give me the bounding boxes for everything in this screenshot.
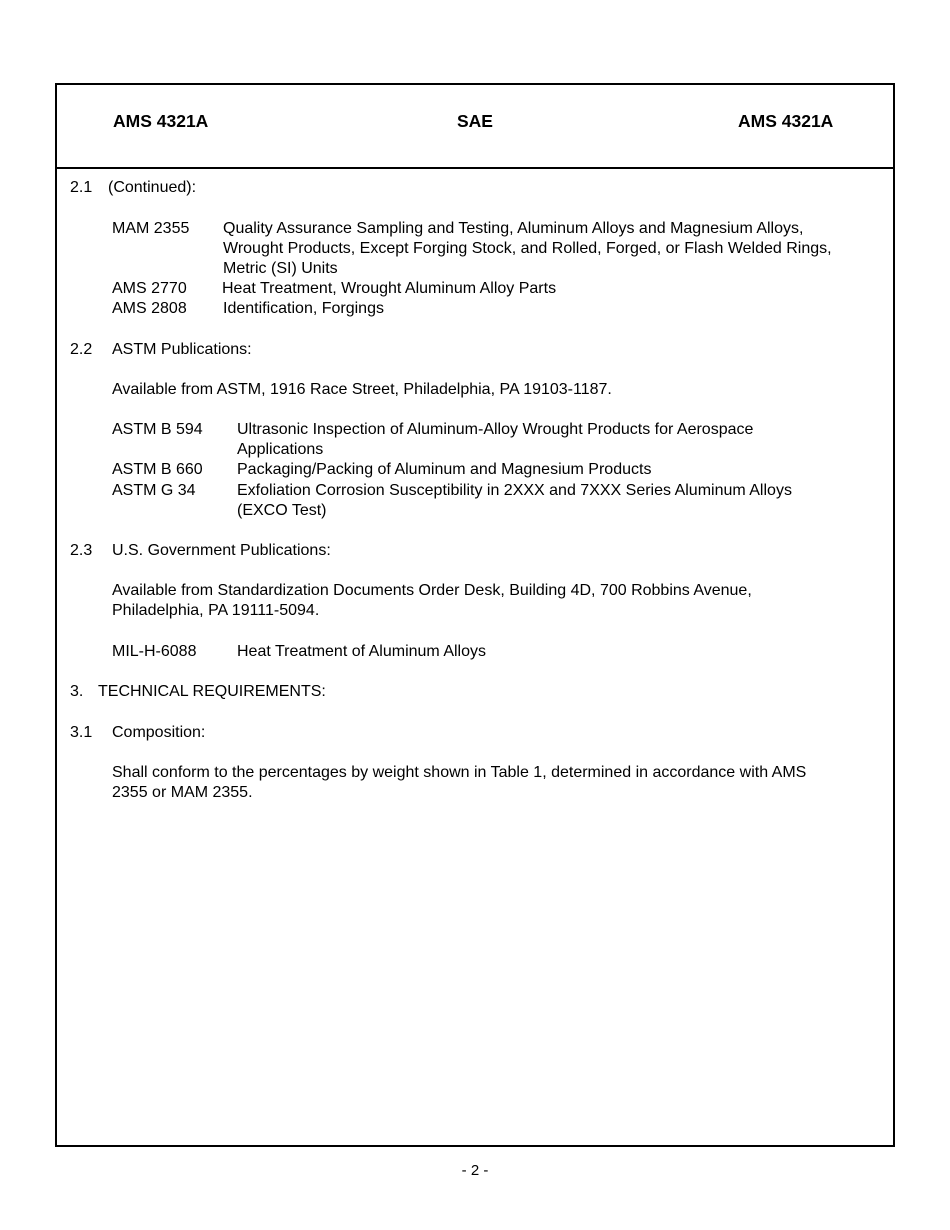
ref-title-line: Wrought Products, Except Forging Stock, and Rolled, Forged, or Flash Welded Rings,: [223, 240, 832, 257]
section-3-1-title: Composition:: [112, 724, 206, 741]
ref-title-line: Exfoliation Corrosion Susceptibility in 2XXX and 7XXX Series Aluminum Alloys: [237, 482, 792, 499]
ref-title-line: Metric (SI) Units: [223, 260, 338, 277]
ref-code: ASTM B 660: [112, 461, 203, 478]
section-3-number: 3.: [70, 683, 84, 700]
ref-title-line: Identification, Forgings: [223, 300, 384, 317]
section-2-1-number: 2.1: [70, 179, 93, 196]
section-3-1-text-line: 2355 or MAM 2355.: [112, 784, 253, 801]
ref-title-line: Packaging/Packing of Aluminum and Magnesium Products: [237, 461, 652, 478]
section-2-2-availability: Available from ASTM, 1916 Race Street, Philadelphia, PA 19103-1187.: [112, 381, 612, 398]
section-2-3-title: U.S. Government Publications:: [112, 542, 331, 559]
ref-code: MIL-H-6088: [112, 643, 197, 660]
header-org: SAE: [457, 111, 493, 131]
section-2-3-number: 2.3: [70, 542, 93, 559]
ref-title-line: Heat Treatment, Wrought Aluminum Alloy Parts: [222, 280, 557, 297]
ref-code: ASTM G 34: [112, 482, 196, 499]
page-header: [57, 85, 893, 169]
ref-title-line: Quality Assurance Sampling and Testing, Aluminum Alloys and Magnesium Alloys,: [223, 220, 804, 237]
section-2-2-number: 2.2: [70, 341, 93, 358]
page-number: - 2 -: [461, 1162, 489, 1179]
ref-code: ASTM B 594: [112, 421, 203, 438]
section-2-2-title: ASTM Publications:: [112, 341, 252, 358]
ref-title-line: (EXCO Test): [237, 502, 327, 519]
section-2-3-availability-line: Available from Standardization Documents Order Desk, Building 4D, 700 Robbins Avenue,: [112, 582, 752, 599]
ref-code: AMS 2808: [112, 300, 187, 317]
section-3-1-number: 3.1: [70, 724, 93, 741]
section-2-1-title: (Continued):: [108, 179, 197, 196]
ref-title-line: Ultrasonic Inspection of Aluminum-Alloy Wrought Products for Aerospace: [237, 421, 754, 438]
section-3-title: TECHNICAL REQUIREMENTS:: [98, 683, 326, 700]
ref-code: AMS 2770: [112, 280, 187, 297]
section-3-1-text-line: Shall conform to the percentages by weight shown in Table 1, determined in accordance with AMS: [112, 764, 807, 781]
ref-title-line: Applications: [237, 441, 324, 458]
ref-title-line: Heat Treatment of Aluminum Alloys: [237, 643, 486, 660]
header-doc-number-left: AMS 4321A: [113, 111, 209, 131]
section-2-3-availability-line: Philadelphia, PA 19111-5094.: [112, 602, 320, 619]
header-doc-number-right: AMS 4321A: [738, 111, 834, 131]
ref-code: MAM 2355: [112, 220, 190, 237]
